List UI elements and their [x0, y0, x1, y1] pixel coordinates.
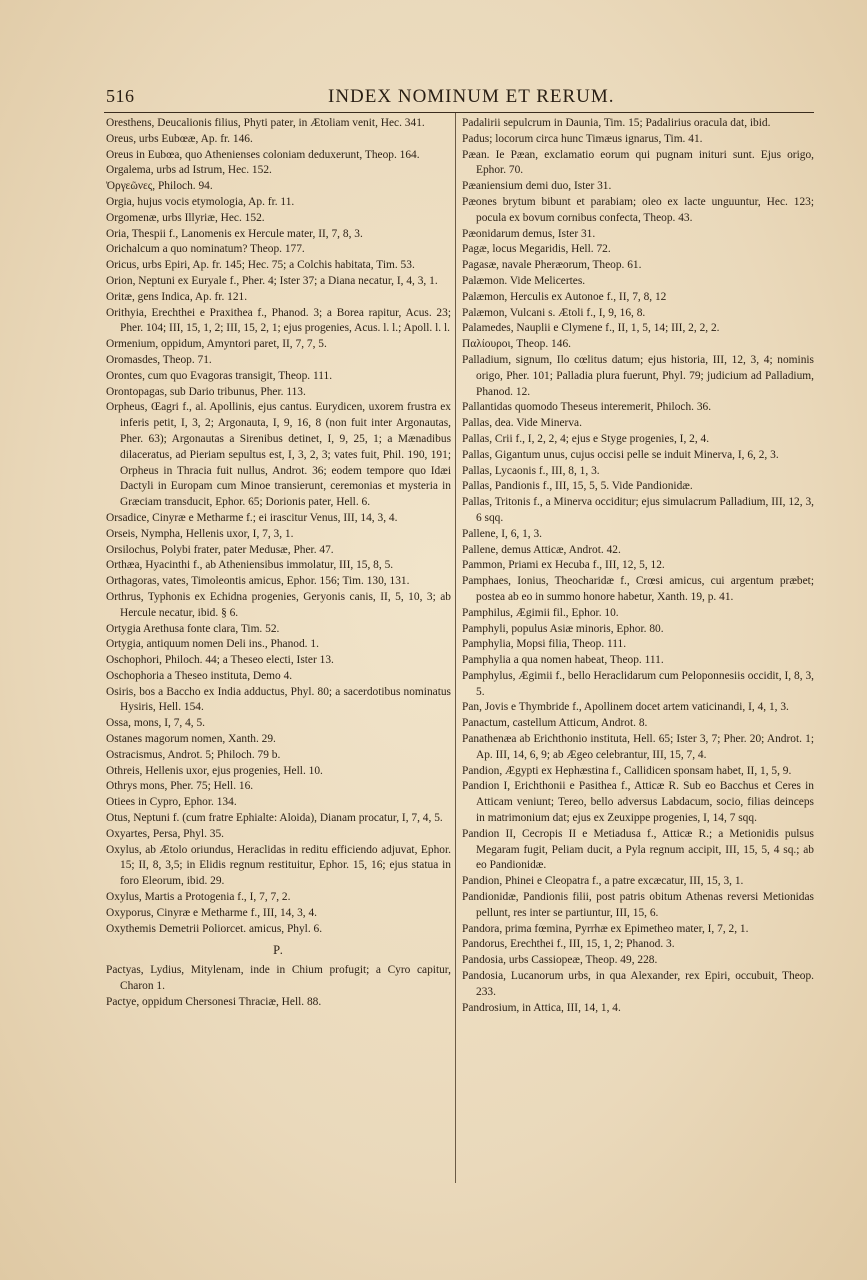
index-entry: Oschophori, Philoch. 44; a Theseo electi, Ister 13. [106, 654, 334, 667]
index-entry: Pallene, demus Atticæ, Androt. 42. [462, 543, 621, 556]
index-entry: Pallas, Pandionis f., III, 15, 5, 5. Vide Pandionidæ. [462, 480, 693, 493]
index-entry: Orgalema, urbs ad Istrum, Hec. 152. [106, 164, 272, 177]
index-entry: Oresthens, Deucalionis filius, Phyti pater, in Ætoliam venit, Hec. 341. [106, 117, 425, 129]
index-entry: Otiees in Cypro, Ephor. 134. [106, 796, 237, 809]
index-entry: Pactyas, Lydius, Mitylenam, inde in Chium profugit; a Cyro capitur, Charon 1. [106, 964, 451, 993]
index-entry: Pallas, Crii f., I, 2, 2, 4; ejus e Styge progenies, I, 2, 4. [462, 432, 710, 445]
left-entries [106, 116, 451, 937]
index-entry: Oschophoria a Theseo instituta, Demo 4. [106, 669, 293, 682]
index-entry: Pandosia, Lucanorum urbs, in qua Alexander, rex Epiri, occubuit, Theop. 233. [462, 970, 814, 998]
index-entry: Panathenæa ab Erichthonio instituta, Hell. 65; Ister 3, 7; Pher. 20; Androt. 1; Ap. III, 14, 6, 9; ab Ægeo celebrantur, III, 15, 7, 4. [462, 733, 814, 761]
index-entry: Othreis, Hellenis uxor, ejus progenies, Hell. 10. [106, 764, 323, 777]
index-entry: Ὀργεῶνες, Philoch. 94. [106, 180, 213, 193]
index-entry: Pandorus, Erechthei f., III, 15, 1, 2; Phanod. 3. [462, 938, 675, 951]
index-entry: Palæmon, Vulcani s. Ætoli f., I, 9, 16, 8. [462, 306, 646, 319]
index-entry: Orsadice, Cinyræ e Metharme f.; ei irascitur Venus, III, 14, 3, 4. [106, 511, 398, 524]
index-entry: Orichalcum a quo nominatum? Theop. 177. [106, 243, 305, 256]
index-entry: Orthrus, Typhonis ex Echidna progenies, Geryonis canis, II, 5, 10, 3; ab Hercule necatur, ibid. § 6. [106, 590, 451, 619]
index-entry: Orseis, Nympha, Hellenis uxor, I, 7, 3, 1. [106, 527, 294, 540]
index-entry: Pactye, oppidum Chersonesi Thraciæ, Hell. 88. [106, 995, 322, 1008]
page-header [106, 86, 816, 112]
index-entry: Padalirii sepulcrum in Daunia, Tim. 15; Padalirius oracula dat, ibid. [462, 117, 771, 129]
index-entry: Orpheus, Œagri f., al. Apollinis, ejus cantus. Eurydicen, uxorem frustra ex inferis petit, I, 3, 2; Argonauta, I, 9, 16, 8 (non fuit inter Argonautas, Pher. 63); Argonautas a Sirenibus detinet, I, 9, 25, 1; a Mænadibus dilaceratus, ad Pieriam sepultus est, I, 3, 2, 3; vates fuit, Phil. 190, 191; Orpheus in Thracia fuit nullus, Androt. 36; eodem tempore quo Idæi Dactyli in Europam cum Minoe transierunt, ceremonias et mysteria in Græciam transducit, Ephor. 65; Dorionis pater, Hell. 6. [106, 401, 451, 509]
index-entry: Pandora, prima fœmina, Pyrrhæ ex Epimetheo mater, I, 7, 2, 1. [462, 922, 749, 935]
index-entry: Pamphylia, Mopsi filia, Theop. 111. [462, 638, 627, 651]
index-entry: Pan, Jovis e Thymbride f., Apollinem docet artem vaticinandi, I, 4, 1, 3. [462, 701, 789, 714]
index-entry: Παλίουροι, Theop. 146. [462, 338, 571, 351]
index-entry: Pandionidæ, Pandionis filii, post patris obitum Athenas reversi Metionidas pellunt, res inter se partiuntur, III, 15, 6. [462, 891, 814, 919]
index-entry: Ossa, mons, I, 7, 4, 5. [106, 717, 206, 730]
index-entry: Pæonidarum demus, Ister 31. [462, 227, 596, 240]
left-column [106, 116, 451, 1011]
index-entry: Ostracismus, Androt. 5; Philoch. 79 b. [106, 748, 281, 761]
index-entry: Palladium, signum, Ilo cœlitus datum; ejus historia, III, 12, 3, 4; nominis origo, Pher. 101; Palladia plura fuerunt, Phyl. 79; judicium ad Palladium, Phanod. 12. [462, 353, 814, 398]
header-rule [104, 112, 814, 113]
index-entry: Pammon, Priami ex Hecuba f., III, 12, 5, 12. [462, 559, 665, 572]
index-entry: Oreus in Eubœa, quo Athenienses coloniam deduxerunt, Theop. 164. [106, 148, 420, 161]
index-entry: Oromasdes, Theop. 71. [106, 353, 212, 366]
index-entry: Pamphilus, Ægimii fil., Ephor. 10. [462, 606, 619, 619]
index-entry: Pallas, Tritonis f., a Minerva occiditur; ejus simulacrum Palladium, III, 12, 3, 6 sqq. [462, 496, 814, 524]
index-entry: Oxyartes, Persa, Phyl. 35. [106, 827, 225, 840]
index-entry: Oxythemis Demetrii Poliorcet. amicus, Phyl. 6. [106, 922, 323, 935]
index-entry: Ormenium, oppidum, Amyntori paret, II, 7, 7, 5. [106, 338, 327, 351]
index-entry: Padus; locorum circa hunc Timæus ignarus, Tim. 41. [462, 132, 703, 145]
index-entry: Panactum, castellum Atticum, Androt. 8. [462, 717, 648, 730]
index-entry: Ostanes magorum nomen, Xanth. 29. [106, 733, 276, 746]
index-entry: Pallas, Lycaonis f., III, 8, 1, 3. [462, 464, 600, 477]
index-entry: Otus, Neptuni f. (cum fratre Ephialte: Aloida), Dianam procatur, I, 7, 4, 5. [106, 812, 443, 825]
section-letter: P. [273, 943, 284, 958]
index-entry: Orsilochus, Polybi frater, pater Medusæ, Pher. 47. [106, 543, 334, 556]
index-entry: Pamphylus, Ægimii f., bello Heraclidarum cum Peloponnesiis occidit, I, 8, 3, 5. [462, 669, 814, 698]
index-entry: Orgia, hujus vocis etymologia, Ap. fr. 11. [106, 195, 295, 208]
index-entry: Oxylus, Martis a Protogenia f., I, 7, 7, 2. [106, 891, 291, 904]
index-entry: Pallene, I, 6, 1, 3. [462, 527, 543, 540]
index-entry: Oxylus, ab Ætolo oriundus, Heraclidas in reditu efficiendo adjuvat, Ephor. 15; II, 8, 3,5; in Elidis regnum restituitur, Ephor. 15, 16; ejus statua in foro Eleorum, ibid. 29. [106, 843, 451, 888]
index-entry: Pandion I, Erichthonii e Pasithea f., Atticæ R. Sub eo Bacchus et Ceres in Atticam veniunt; Tereo, bello adversus Labdacum, socio, filias deinceps in matrimonium dat; ejus ex Zeuxippe progenies, I, 14, 7 sqq. [462, 780, 814, 825]
column-divider [455, 113, 456, 1183]
index-entry: Palæmon, Herculis ex Autonoe f., II, 7, 8, 12 [462, 290, 667, 303]
index-entry: Pallas, Gigantum unus, cujus occisi pelle se induit Minerva, I, 6, 2, 3. [462, 448, 779, 461]
index-entry: Ortygia, antiquum nomen Deli ins., Phanod. 1. [106, 638, 319, 651]
index-entry: Palæmon. Vide Melicertes. [462, 274, 586, 287]
index-entry: Pallantidas quomodo Theseus interemerit, Philoch. 36. [462, 401, 712, 414]
index-entry: Othrys mons, Pher. 75; Hell. 16. [106, 780, 254, 793]
index-entry: Orithyia, Erechthei e Praxithea f., Phanod. 3; a Borea rapitur, Acus. 23; Pher. 104; III, 15, 1, 2; III, 15, 2, 1; ejus progenies, Acus. l. l.; Apoll. l. l. [106, 306, 451, 335]
index-entry: Orontes, cum quo Evagoras transigit, Theop. 111. [106, 369, 333, 382]
index-entry: Pagasæ, navale Pheræorum, Theop. 61. [462, 259, 642, 272]
index-entry: Pallas, dea. Vide Minerva. [462, 417, 582, 430]
index-entry: Pæan. Ie Pæan, exclamatio eorum qui pugnam inituri sunt. Ejus origo, Ephor. 70. [462, 148, 814, 177]
index-entry: Pamphyli, populus Asiæ minoris, Ephor. 80. [462, 622, 664, 635]
index-entry: Pandion, Ægypti ex Hephæstina f., Callidicen sponsam habet, II, 1, 5, 9. [462, 764, 792, 777]
index-entry: Pæaniensium demi duo, Ister 31. [462, 180, 612, 193]
index-entry: Pæones brytum bibunt et parabiam; oleo ex lacte unguuntur, Hec. 123; pocula ex bovum cornibus confecta, Theop. 43. [462, 195, 814, 224]
left-entries-p [106, 963, 451, 1010]
index-entry: Oreus, urbs Eubœæ, Ap. fr. 146. [106, 132, 253, 145]
index-entry: Palamedes, Nauplii e Clymene f., II, 1, 5, 14; III, 2, 2, 2. [462, 322, 720, 335]
index-entry: Orthæa, Hyacinthi f., ab Atheniensibus immolatur, III, 15, 8, 5. [106, 559, 394, 572]
index-entry: Oritæ, gens Indica, Ap. fr. 121. [106, 290, 248, 303]
index-entry: Oricus, urbs Epiri, Ap. fr. 145; Hec. 75; a Colchis habitata, Tim. 53. [106, 259, 415, 272]
index-entry: Pamphaes, Ionius, Theocharidæ f., Crœsi amicus, cui argentum præbet; postea ab eo in summo honore habetur, Xanth. 19, p. 41. [462, 575, 814, 603]
index-entry: Pamphylia a qua nomen habeat, Theop. 111. [462, 654, 664, 667]
index-entry: Orthagoras, vates, Timoleontis amicus, Ephor. 156; Tim. 130, 131. [106, 575, 410, 588]
index-entry: Orontopagas, sub Dario tribunus, Pher. 113. [106, 385, 306, 398]
index-entry: Ortygia Arethusa fonte clara, Tim. 52. [106, 622, 280, 635]
index-entry: Pagæ, locus Megaridis, Hell. 72. [462, 243, 611, 256]
index-entry: Osiris, bos a Baccho ex India adductus, Phyl. 80; a sacerdotibus nominatus Hysiris, Hell. 154. [106, 685, 451, 714]
index-entry: Pandrosium, in Attica, III, 14, 1, 4. [462, 1001, 621, 1014]
page-number: 516 [106, 86, 135, 106]
index-entry: Oria, Thespii f., Lanomenis ex Hercule mater, II, 7, 8, 3. [106, 227, 363, 240]
right-column [462, 116, 814, 1016]
index-entry: Pandosia, urbs Cassiopeæ, Theop. 49, 228. [462, 954, 658, 967]
index-entry: Oxyporus, Cinyræ e Metharme f., III, 14, 3, 4. [106, 906, 318, 919]
running-title: INDEX NOMINUM ET RERUM. [328, 86, 615, 107]
index-entry: Orion, Neptuni ex Euryale f., Pher. 4; Ister 37; a Diana necatur, I, 4, 3, 1. [106, 274, 438, 287]
index-entry: Orgomenæ, urbs Illyriæ, Hec. 152. [106, 211, 265, 224]
index-entry: Pandion II, Cecropis II e Metiadusa f., Atticæ R.; a Metionidis pulsus Megaram fugit, Peliam ducit, a Pyla regnum accipit, III, 15, 5, 4 sq.; ab eo Pandionidæ. [462, 827, 814, 872]
right-entries [462, 116, 814, 1016]
index-entry: Pandion, Phinei e Cleopatra f., a patre excæcatur, III, 15, 3, 1. [462, 875, 744, 888]
